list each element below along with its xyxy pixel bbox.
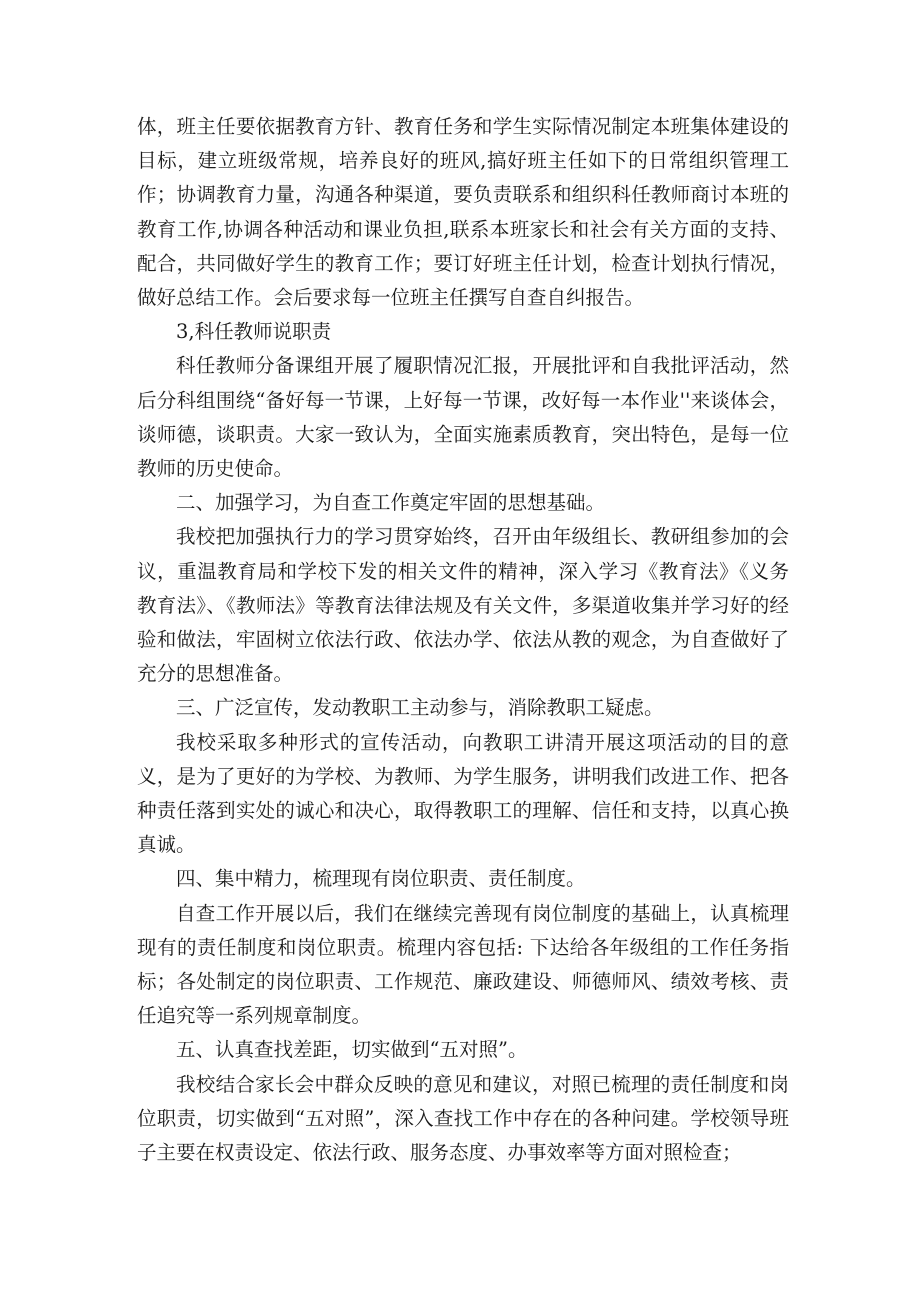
paragraph-five-comparisons: 我校结合家长会中群众反映的意见和建议，对照已梳理的责任制度和岗位职责，切实做到“五对照”，深入查找工作中存在的各种问建。学校领导班子主要在权责设定、依法行政、服务态度、办事效率等方面对照检查； xyxy=(137,1072,789,1165)
paragraph-publicity: 我校采取多种形式的宣传活动，向教职工讲清开展这项活动的目的意义，是为了更好的为学校、为教师、为学生服务，讲明我们改进工作、把各种责任落到实处的诚心和决心，取得教职工的理解、信任和支持，以真心换真诚。 xyxy=(137,730,789,857)
heading-teachers-duties: 3,科任教师说职责 xyxy=(176,320,332,344)
paragraph-sort-duties: 自查工作开展以后，我们在继续完善现有岗位制度的基础上，认真梳理现有的责任制度和岗位职责。梳理内容包括: 下达给各年级组的工作任务指标；各处制定的岗位职责、工作规范、廉政建设、师德师风、绩效考核、责任追究等一系列规章制度。 xyxy=(137,901,789,1028)
heading-sort-duties: 四、集中精力，梳理现有岗位职责、责任制度。 xyxy=(176,867,586,891)
paragraph-teachers-duties: 科任教师分备课组开展了履职情况汇报，开展批评和自我批评活动，然后分科组围绕“备好每一节课，上好每一节课，改好每一本作业''来谈体会，谈师德，谈职责。大家一致认为，全面实施素质教育，突出特色，是每一位教师的历史使命。 xyxy=(137,354,789,481)
paragraph-continuation: 体，班主任要依据教育方针、教育任务和学生实际情况制定本班集体建设的目标，建立班级常规，培养良好的班风,搞好班主任如下的日常组织管理工作；协调教育力量，沟通各种渠道，要负责联系和组织科任教师商讨本班的教育工作,协调各种活动和课业负担,联系本班家长和社会有关方面的支持、配合，共同做好学生的教育工作；要订好班主任计划，检查计划执行情况，做好总结工作。会后要求每一位班主任撰写自查自纠报告。 xyxy=(137,115,789,310)
document-body xyxy=(137,110,789,1170)
heading-strengthen-study: 二、加强学习，为自查工作奠定牢固的思想基础。 xyxy=(176,491,606,515)
heading-publicity: 三、广泛宣传，发动教职工主动参与，消除教职工疑虑。 xyxy=(176,696,664,720)
heading-five-comparisons: 五、认真查找差距，切实做到“五对照”。 xyxy=(176,1038,528,1062)
paragraph-strengthen-study: 我校把加强执行力的学习贯穿始终，召开由年级组长、教研组参加的会议，重温教育局和学校下发的相关文件的精神，深入学习《教育法》《义务教育法》、《教师法》等教育法律法规及有关文件，多渠道收集并学习好的经验和做法，牢固树立依法行政、依法办学、依法从教的观念，为自查做好了充分的思想准备。 xyxy=(137,525,789,686)
